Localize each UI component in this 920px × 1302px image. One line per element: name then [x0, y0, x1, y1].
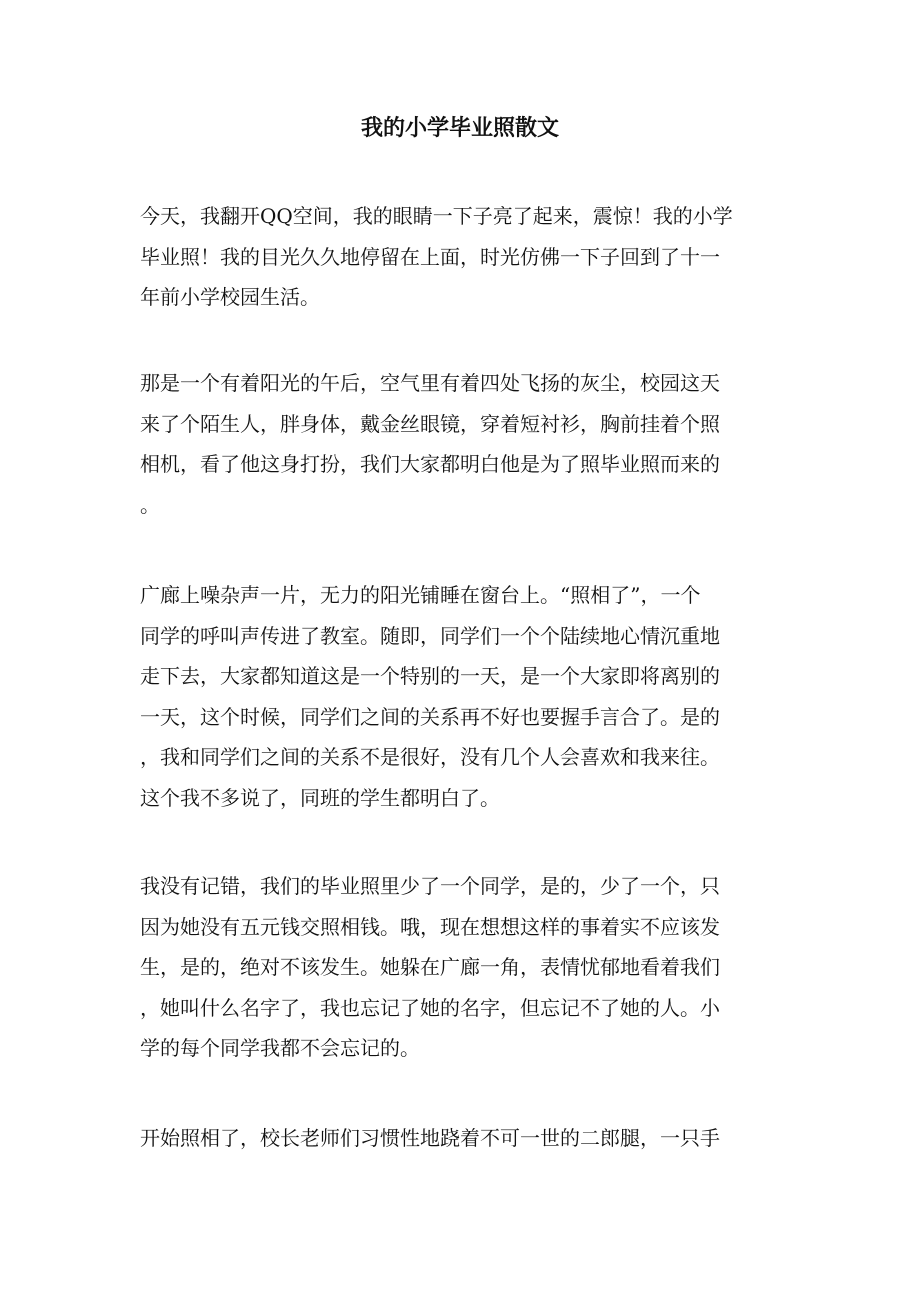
text-line: 走下去，大家都知道这是一个特别的一天，是一个大家即将离别的: [140, 664, 720, 688]
text-line: 今天，我翻开QQ空间，我的眼睛一下子亮了起来，震惊！我的小学: [140, 204, 733, 228]
text-line: 。: [140, 492, 160, 517]
text-line: 相机，看了他这身打扮，我们大家都明白他是为了照毕业照而来的: [140, 452, 720, 476]
text-line: 生，是的，绝对不该发生。她躲在广廊一角，表情忧郁地看着我们: [140, 955, 720, 979]
text-line: 这个我不多说了，同班的学生都明白了。: [140, 785, 500, 810]
paragraph-1: [140, 196, 780, 318]
text-line: 同学的呼叫声传进了教室。随即，同学们一个个陆续地心情沉重地: [140, 623, 720, 648]
text-line: 一天，这个时候，同学们之间的关系再不好也要握手言合了。是的: [140, 704, 720, 729]
text-line: ，我和同学们之间的关系不是很好，没有几个人会喜欢和我来往。: [140, 745, 720, 769]
text-line: 广廊上噪杂声一片，无力的阳光铺睡在窗台上。“照相了”，一个: [140, 583, 701, 607]
text-line: 学的每个同学我都不会忘记的。: [140, 1036, 420, 1060]
text-line: ，她叫什么名字了，我也忘记了她的名字，但忘记不了她的人。小: [140, 995, 720, 1020]
paragraph-5: [140, 1118, 780, 1159]
text-line: 来了个陌生人，胖身体，戴金丝眼镜，穿着短衬衫，胸前挂着个照: [140, 411, 720, 436]
text-line: 年前小学校园生活。: [140, 285, 320, 309]
text-line: 开始照相了，校长老师们习惯性地跷着不可一世的二郎腿，一只手: [140, 1126, 720, 1150]
paragraph-4: [140, 866, 780, 1069]
text-line: 毕业照！我的目光久久地停留在上面，时光仿佛一下子回到了十一: [140, 244, 720, 269]
document-title: 我的小学毕业照散文: [360, 115, 559, 141]
text-line: 因为她没有五元钱交照相钱。哦，现在想想这样的事着实不应该发: [140, 914, 720, 939]
paragraph-3: [140, 575, 780, 818]
text-line: 那是一个有着阳光的午后，空气里有着四处飞扬的灰尘，校园这天: [140, 371, 720, 395]
paragraph-2: [140, 363, 780, 525]
text-line: 我没有记错，我们的毕业照里少了一个同学，是的，少了一个，只: [140, 874, 720, 898]
